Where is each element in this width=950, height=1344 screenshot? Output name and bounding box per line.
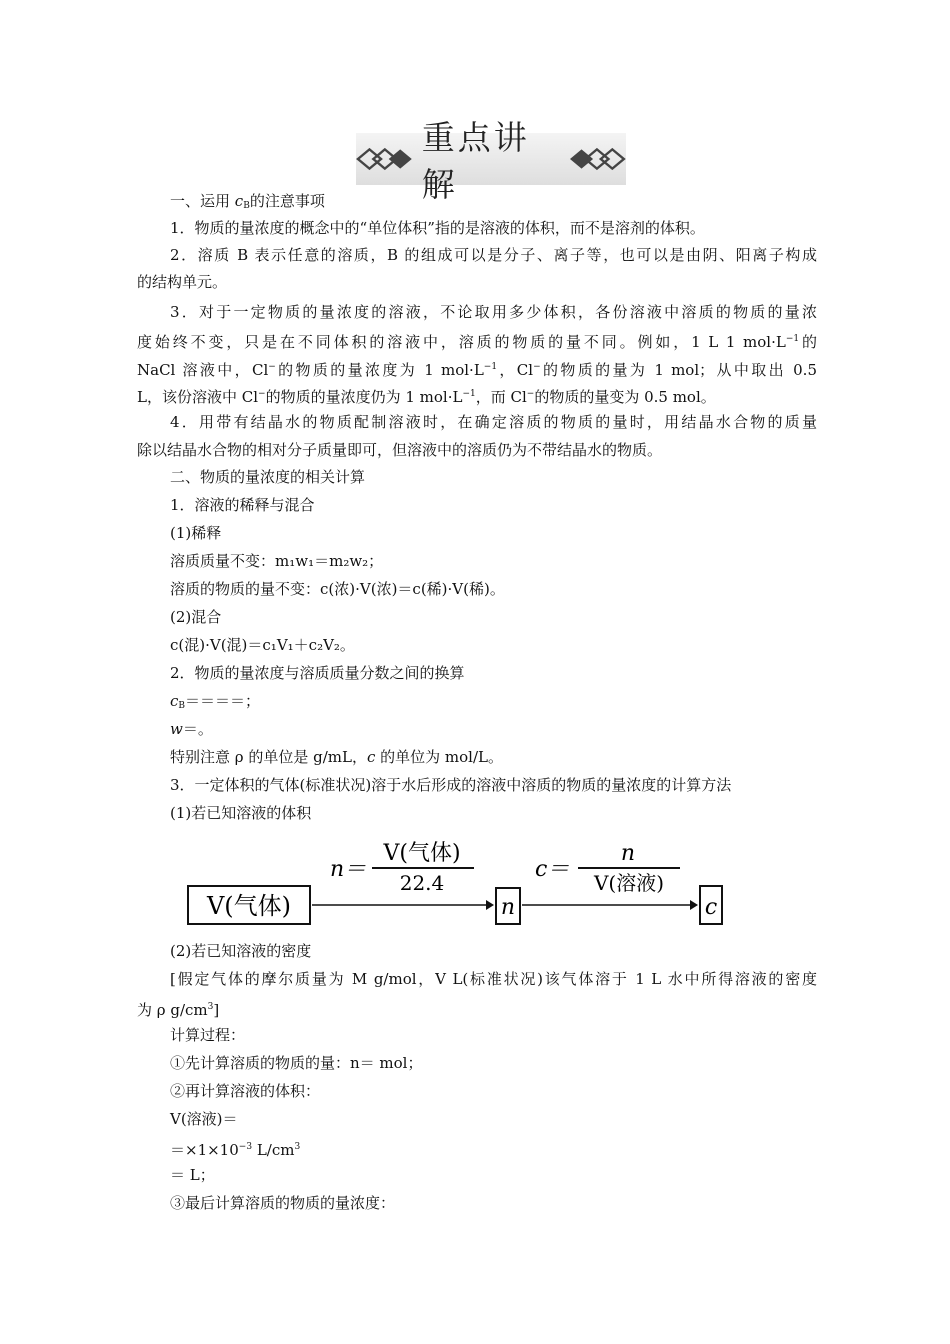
volume-formula-3: ＝ L； [170, 1166, 215, 1184]
section2-heading: 二、物质的量浓度的相关计算 [170, 468, 366, 486]
conversion-formula-1: $c_B====$； [170, 692, 261, 711]
eq1-denominator: 22.4 [399, 871, 445, 895]
assumption-line-1: [假定气体的摩尔质量为 M g/mol，V L(标准状况)该气体溶于 1 L 水中所得溶液的密度 [170, 970, 817, 988]
subsection-1: 1．溶液的稀释与混合 [170, 496, 315, 514]
dilute-mass-formula: 溶质质量不变：m₁w₁＝m₂w₂； [170, 552, 384, 570]
page-title: 重点讲解 [421, 118, 530, 204]
paragraph-3-line-3: NaCl 溶液中，Cl−的物质的量浓度为 1 $mol\cdot L^{-1}$，Cl−的物质的量为 1 mol；从中取出 0.5 [137, 361, 817, 379]
eq1-lhs: n＝ [330, 857, 367, 882]
subsection-1a: (1)稀释 [170, 524, 222, 542]
subsection-3: 3．一定体积的气体(标准状况)溶于水后形成的溶液中溶质的物质的量浓度的计算方法 [170, 776, 732, 794]
eq2-numerator: n [620, 841, 636, 866]
gas-volume-label: V(气体) [206, 892, 292, 920]
unit-note: 特别注意 ρ 的单位是 g/mL，c 的单位为 mol/L。 [170, 748, 503, 766]
section1-heading: 一、运用 $c_B$的注意事项 [170, 192, 325, 211]
volume-formula-2: $=\times 1\times 10^{-3}$ $L/cm^3$ [170, 1141, 301, 1159]
mole-label: n [500, 895, 516, 920]
eq2-lhs: c＝ [535, 857, 570, 882]
arrow-1-head [486, 900, 494, 910]
calc-step-1: ①先计算溶质的物质的量：n＝ mol； [170, 1054, 423, 1072]
subsection-2: 2．物质的量浓度与溶质质量分数之间的换算 [170, 664, 465, 682]
paragraph-1: 1．物质的量浓度的概念中的“单位体积”指的是溶液的体积，而不是溶剂的体积。 [170, 219, 705, 237]
calc-step-2: ②再计算溶液的体积： [170, 1082, 321, 1100]
assumption-line-2: 为 ρ $g/cm^3$] [137, 1001, 220, 1019]
arrow-2-head [690, 900, 698, 910]
paragraph-3-line-2: 度始终不变，只是在不同体积的溶液中，溶质的物质的量不同。例如，1 L 1 $mol\cdot L^{-1}$的 [137, 333, 817, 351]
paragraph-4-line-1: 4．用带有结晶水的物质配制溶液时，在确定溶质的物质的量时，用结晶水合物的质量 [170, 413, 817, 431]
paragraph-2-line-2: 的结构单元。 [137, 273, 228, 291]
paragraph-3-line-1: 3．对于一定物质的量浓度的溶液，不论取用多少体积，各份溶液中溶质的物质的量浓 [170, 303, 817, 321]
subsection-3a: (1)若已知溶液的体积 [170, 804, 312, 822]
double-diamond-right-icon [570, 147, 626, 171]
paragraph-4-line-2: 除以结晶水合物的相对分子质量即可，但溶液中的溶质仍为不带结晶水的物质。 [137, 441, 663, 459]
calc-heading: 计算过程： [170, 1026, 246, 1044]
calc-step-3: ③最后计算溶质的物质的量浓度： [170, 1194, 396, 1212]
calculation-flow-diagram [180, 832, 740, 932]
mix-formula: c(混)·V(混)＝c₁V₁＋c₂V₂。 [170, 636, 355, 654]
volume-formula-1: V(溶液)＝ [170, 1110, 238, 1128]
paragraph-2-line-1: 2．溶质 B 表示任意的溶质，B 的组成可以是分子、离子等，也可以是由阴、阳离子构成 [170, 246, 817, 264]
section-banner [356, 118, 626, 204]
conversion-formula-2: w＝。 [170, 720, 213, 738]
double-diamond-left-icon [356, 147, 412, 171]
eq1-numerator: V(气体) [383, 841, 461, 866]
paragraph-3-line-4: L，该份溶液中 Cl−的物质的量浓度仍为 1 $mol\cdot L^{-1}$，而 Cl−的物质的量变为 0.5 mol。 [137, 388, 716, 406]
subsection-3b: (2)若已知溶液的密度 [170, 942, 312, 960]
concentration-label: c [704, 895, 718, 920]
subsection-1b: (2)混合 [170, 608, 222, 626]
eq2-denominator: V(溶液) [593, 871, 665, 895]
dilute-mole-formula: 溶质的物质的量不变：c(浓)·V(浓)＝c(稀)·V(稀)。 [170, 580, 505, 598]
